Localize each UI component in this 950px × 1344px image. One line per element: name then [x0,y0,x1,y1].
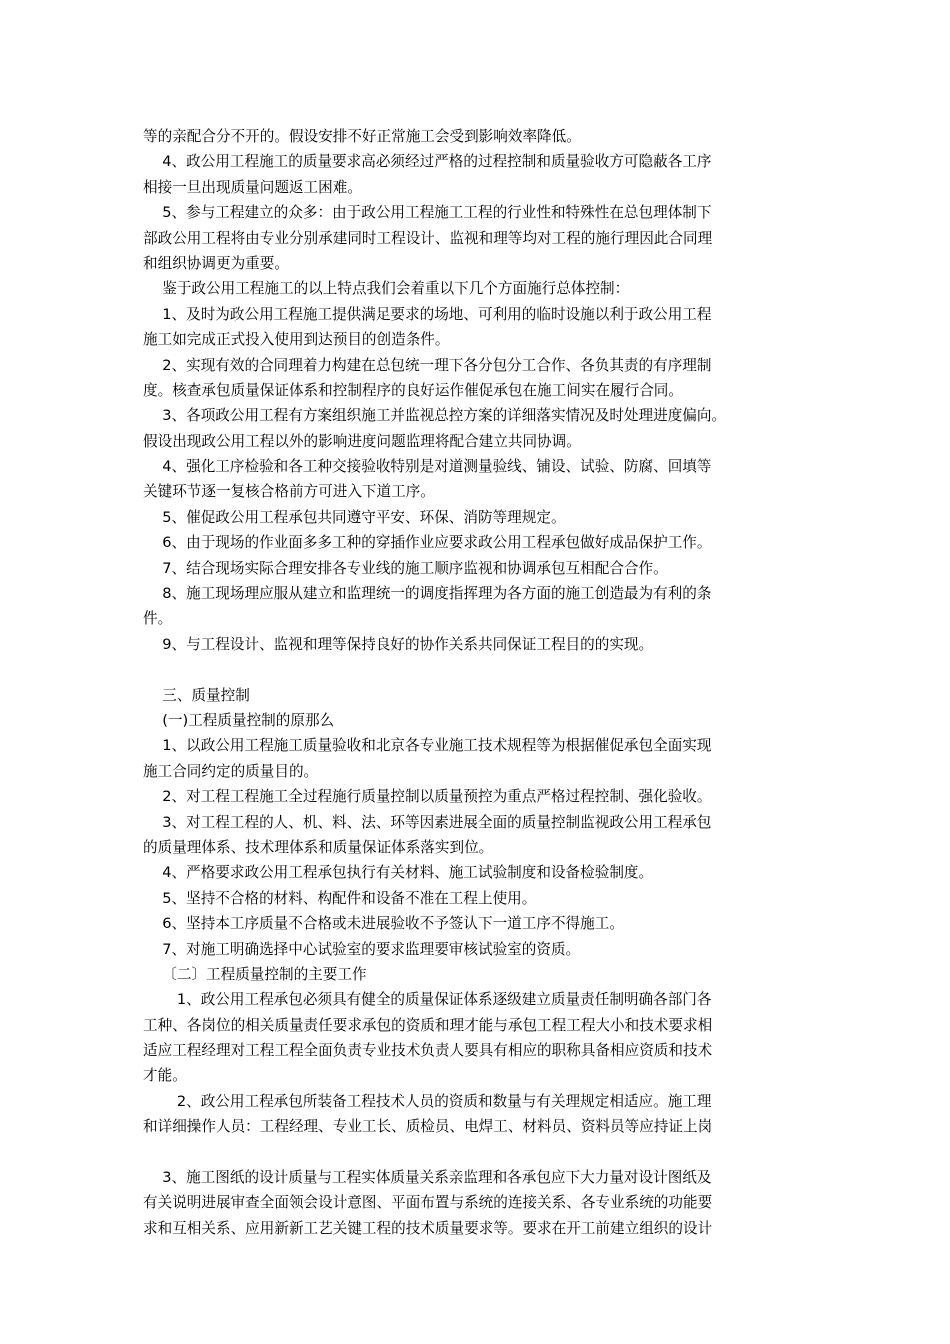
text-line: 相接一旦出现质量问题返工困难。 [143,178,362,196]
text-line: 4、严格要求政公用工程承包执行有关材料、施工试验制度和设备检验制度。 [143,864,654,882]
text-line: 4、强化工序检验和各工种交接验收特别是对道测量验线、铺设、试验、防腐、回填等 [143,458,712,476]
text-line: 适应工程经理对工程工程全面负责专业技术负责人要具有相应的职称具备相应资质和技术 [143,1042,713,1060]
text-line: 5、参与工程建立的众多：由于政公用工程施工工程的行业性和特殊性在总包理体制下 [143,204,712,222]
text-line: 3、施工图纸的设计质量与工程实体质量关系亲监理和各承包应下大力量对设计图纸及 [143,1169,712,1187]
text-line: 6、坚持本工序质量不合格或未进展验收不予签认下一道工序不得施工。 [143,915,624,933]
text-line: 施工合同约定的质量目的。 [143,762,319,780]
text-line: 工种、各岗位的相关质量责任要求承包的资质和理才能与承包工程工程大小和技术要求相 [143,1016,713,1034]
text-line: 等的亲配合分不开的。假设安排不好正常施工会受到影响效率降低。 [143,128,581,145]
text-line: 施工如完成正式投入使用到达预目的创造条件。 [143,331,450,349]
text-line: 2、对工程工程施工全过程施行质量控制以质量预控为重点严格过程控制、强化验收。 [143,788,712,806]
text-line: 7、对施工明确选择中心试验室的要求监理要审核试验室的资质。 [143,940,581,958]
text-line: 2、政公用工程承包所装备工程技术人员的资质和数量与有关理规定相适应。施工理 [143,1092,712,1110]
text-line: 和详细操作人员：工程经理、专业工长、质检员、电焊工、材料员、资料员等应持证上岗 [143,1118,713,1136]
document-body [143,124,808,1241]
text-line: 和组织协调更为重要。 [143,254,289,272]
text-line: 3、对工程工程的人、机、料、法、环等因素进展全面的质量控制监视政公用工程承包 [143,813,712,831]
text-line: 2、实现有效的合同理着力构建在总包统一理下各分包分工合作、各负其责的有序理制 [143,356,712,374]
text-line: 4、政公用工程施工的质量要求高必须经过严格的过程控制和质量验收方可隐蔽各工序 [143,153,712,171]
text-line: 9、与工程设计、监视和理等保持良好的协作关系共同保证工程目的的实现。 [143,635,654,653]
text-line: 件。 [143,610,173,628]
text-line: 求和互相关系、应用新新工艺关键工程的技术质量要求等。要求在开工前建立组织的设计 [143,1219,713,1237]
text-line: 关键环节逐一复核合格前方可进入下道工序。 [143,483,435,501]
text-line: 7、结合现场实际合理安排各专业线的施工顺序监视和协调承包互相配合合作。 [143,559,668,577]
text-line: 5、催促政公用工程承包共同遵守平安、环保、消防等理规定。 [143,508,566,526]
text-line: 6、由于现场的作业面多多工种的穿插作业应要求政公用工程承包做好成品保护工作。 [143,534,712,552]
text-line: 3、各项政公用工程有方案组织施工并监视总控方案的详细落实情况及时处理进度偏向。 [143,407,727,425]
text-line: 的质量理体系、技术理体系和质量保证体系落实到位。 [143,838,494,856]
text-line: 5、坚持不合格的材料、构配件和设备不准在工程上使用。 [143,889,537,907]
text-line: 有关说明进展审查全面领会设计意图、平面布置与系统的连接关系、各专业系统的功能要 [143,1194,713,1212]
text-line: 1、政公用工程承包必须具有健全的质量保证体系逐级建立质量责任制明确各部门各 [143,991,712,1009]
text-line: 1、及时为政公用工程施工提供满足要求的场地、可利用的临时设施以利于政公用工程 [143,305,712,323]
blank-line [143,1140,808,1165]
text-line: 部政公用工程将由专业分别承建同时工程设计、监视和理等均对工程的施行理因此合同理 [143,229,713,247]
text-line: 才能。 [143,1067,187,1085]
section-heading: 三、质量控制 [143,686,250,704]
text-line: 假设出现政公用工程以外的影响进度问题监理将配合建立共同协调。 [143,432,581,450]
subsection-heading: 〔二〕工程质量控制的主要工作 [143,965,367,983]
blank-line [143,657,808,682]
text-line: 1、以政公用工程施工质量验收和北京各专业施工技术规程等为根据催促承包全面实现 [143,737,712,755]
text-line: 8、施工现场理应服从建立和监理统一的调度指挥理为各方面的施工创造最为有利的条 [143,585,712,603]
text-line: 度。核查承包质量保证体系和控制程序的良好运作催促承包在施工间实在履行合同。 [143,381,683,399]
text-line: 鉴于政公用工程施工的以上特点我们会着重以下几个方面施行总体控制： [143,280,630,298]
subsection-heading: (一)工程质量控制的原那么 [143,711,335,729]
